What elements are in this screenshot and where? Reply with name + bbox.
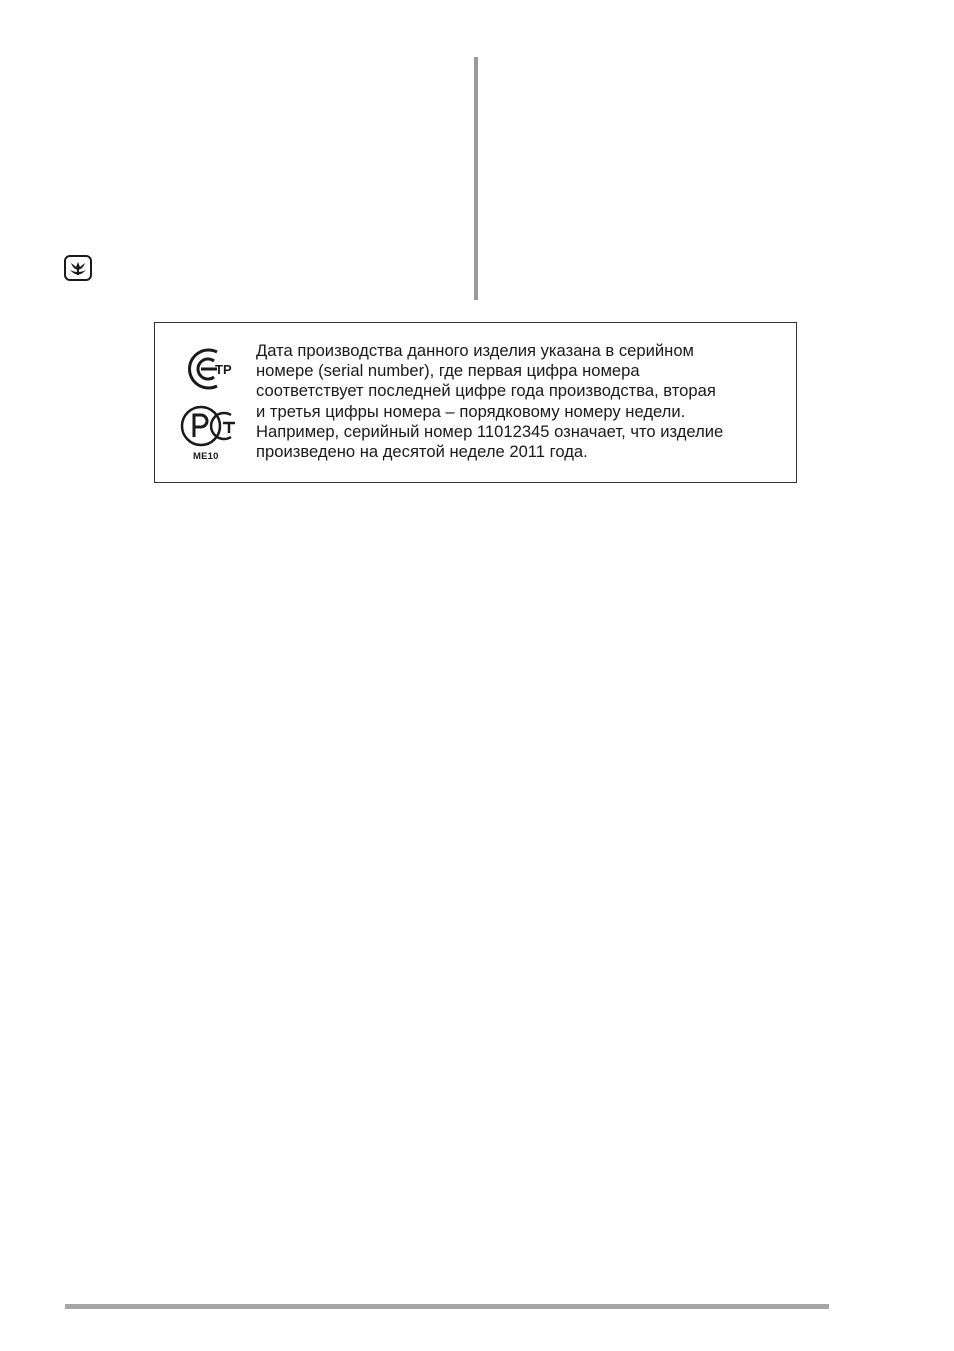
footer-rule [65, 1304, 829, 1309]
pct-certification-icon [179, 403, 241, 449]
info-line: номере (serial number), где первая цифра номера [256, 361, 640, 381]
info-line: и третья цифры номера – порядковому номеру недели. [256, 401, 686, 421]
svg-text:ТР: ТР [215, 362, 232, 377]
certification-code: ME10 [193, 451, 219, 462]
info-line: соответствует последней цифре года производства, вторая [256, 381, 716, 401]
info-line: Например, серийный номер 11012345 означает, что изделие [256, 421, 724, 441]
column-divider [474, 57, 478, 300]
macro-icon [64, 255, 92, 281]
production-date-text [256, 341, 786, 462]
info-line: Дата производства данного изделия указана в серийном [256, 341, 694, 360]
gost-tp-certification-icon [179, 345, 241, 393]
production-date-info-box [154, 322, 797, 483]
info-line: произведено на десятой неделе 2011 года. [256, 442, 588, 462]
